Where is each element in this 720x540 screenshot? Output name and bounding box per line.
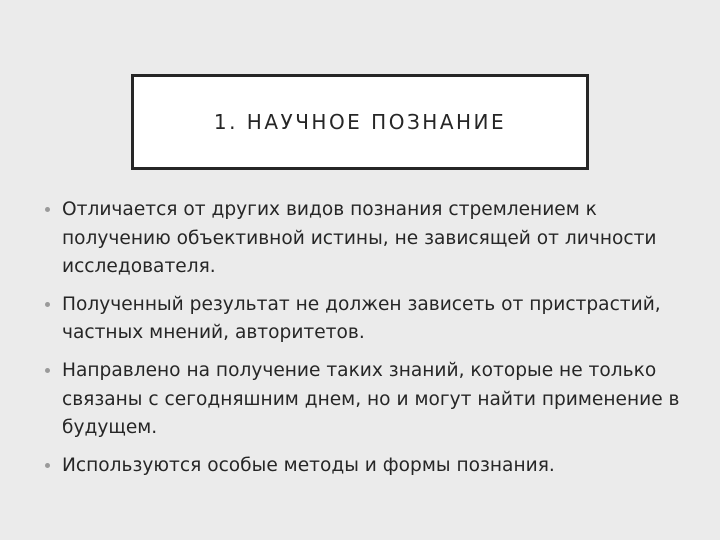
bullet-text: Отличается от других видов познания стремлением к получению объективной истины, не зависящей от личности исследователя. bbox=[62, 199, 657, 278]
bullet-dot-icon bbox=[45, 207, 50, 212]
bullet-text: Направлено на получение таких знаний, которые не только связаны с сегодняшним днем, но и могут найти применение в будущем. bbox=[62, 359, 680, 439]
bullet-dot-icon bbox=[45, 463, 50, 468]
bullet-dot-icon bbox=[45, 368, 50, 373]
bullet-item bbox=[44, 452, 699, 481]
bullet-text: Используются особые методы и формы познания. bbox=[62, 454, 555, 476]
bullet-item bbox=[44, 196, 699, 282]
slide-title: 1. НАУЧНОЕ ПОЗНАНИЕ bbox=[213, 110, 507, 134]
title-box bbox=[131, 74, 589, 170]
bullet-dot-icon bbox=[45, 302, 50, 307]
bullet-item bbox=[44, 357, 699, 443]
bullet-list bbox=[44, 196, 699, 489]
bullet-text: Полученный результат не должен зависеть от пристрастий, частных мнений, авторитетов. bbox=[62, 293, 661, 344]
bullet-item bbox=[44, 291, 699, 348]
